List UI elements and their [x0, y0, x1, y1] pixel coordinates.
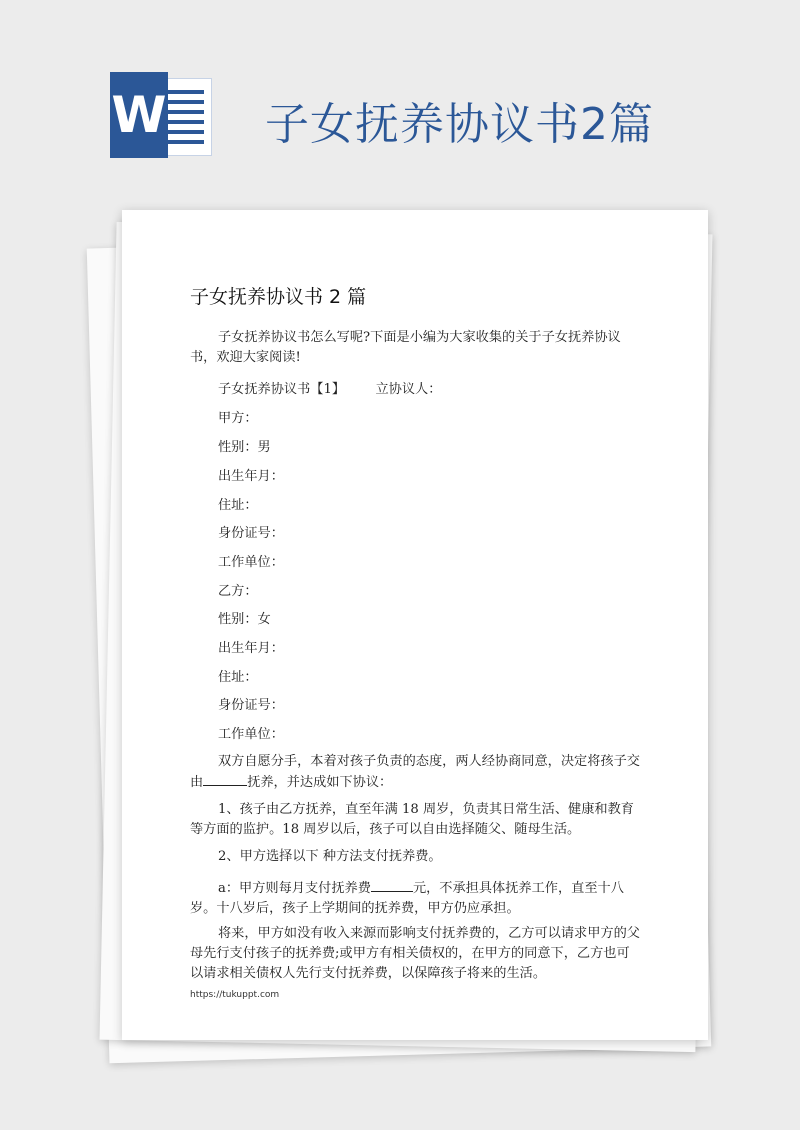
- footer-url: https://tukuppt.com: [190, 990, 280, 1000]
- intro-paragraph: 子女抚养协议书怎么写呢?下面是小编为大家收集的关于子女抚养协议书，欢迎大家阅读!: [190, 330, 621, 365]
- banner: [0, 0, 800, 200]
- party-field: 甲方：: [218, 411, 258, 426]
- party-field: 身份证号：: [218, 698, 284, 713]
- party-field: 出生年月：: [218, 641, 284, 656]
- clause-a-text-start: a：甲方则每月支付抚养费: [218, 881, 371, 896]
- signatories-label: 立协议人：: [375, 382, 442, 397]
- party-field: 出生年月：: [218, 469, 284, 484]
- clause-future: 将来，甲方如没有收入来源而影响支付抚养费的，乙方可以请求甲方的父母先行支付孩子的抚养费;或甲方有相关债权的，在甲方的同意下，乙方也可以请求相关债权人先行支付抚养费，以保障孩子将来的生活。: [190, 926, 640, 981]
- party-field: 性别：男: [218, 440, 271, 455]
- party-field: 身份证号：: [218, 526, 284, 541]
- section-heading-line: [218, 378, 441, 397]
- section-heading: 子女抚养协议书【1】: [218, 382, 346, 397]
- agreement-text-start: 双方自愿分手，本着对孩子负责的态度，两人经协商同意，决定将孩子交由: [190, 754, 640, 790]
- clause-1: 1、孩子由乙方抚养，直至年满 18 周岁，负责其日常生活、健康和教育等方面的监护。18 周岁以后，孩子可以自由选择随父、随母生活。: [190, 802, 634, 837]
- agreement-paragraph: [190, 752, 642, 793]
- banner-title: 子女抚养协议书2篇: [265, 99, 654, 150]
- party-field: 乙方：: [218, 584, 258, 599]
- document-title: 子女抚养协议书 2 篇: [190, 286, 367, 308]
- clause-a: [190, 878, 642, 919]
- party-field: 工作单位：: [218, 727, 284, 742]
- amount-blank: [371, 878, 413, 892]
- party-field: 工作单位：: [218, 555, 284, 570]
- agreement-text-end: 抚养，并达成如下协议：: [247, 775, 393, 790]
- document-page: [122, 210, 708, 1040]
- party-field: 住址：: [218, 670, 258, 685]
- clause-2: 2、甲方选择以下 种方法支付抚养费。: [218, 849, 442, 864]
- party-field: 性别：女: [218, 612, 271, 627]
- word-document-icon: [110, 72, 210, 158]
- clause-a-text-end: 元，不承担具体抚养工作，直至十八岁。十八岁后，孩子上学期间的抚养费，甲方仍应承担。: [190, 881, 624, 916]
- word-logo-letter: W: [110, 72, 168, 158]
- custodian-blank: [203, 772, 247, 786]
- party-field: 住址：: [218, 498, 258, 513]
